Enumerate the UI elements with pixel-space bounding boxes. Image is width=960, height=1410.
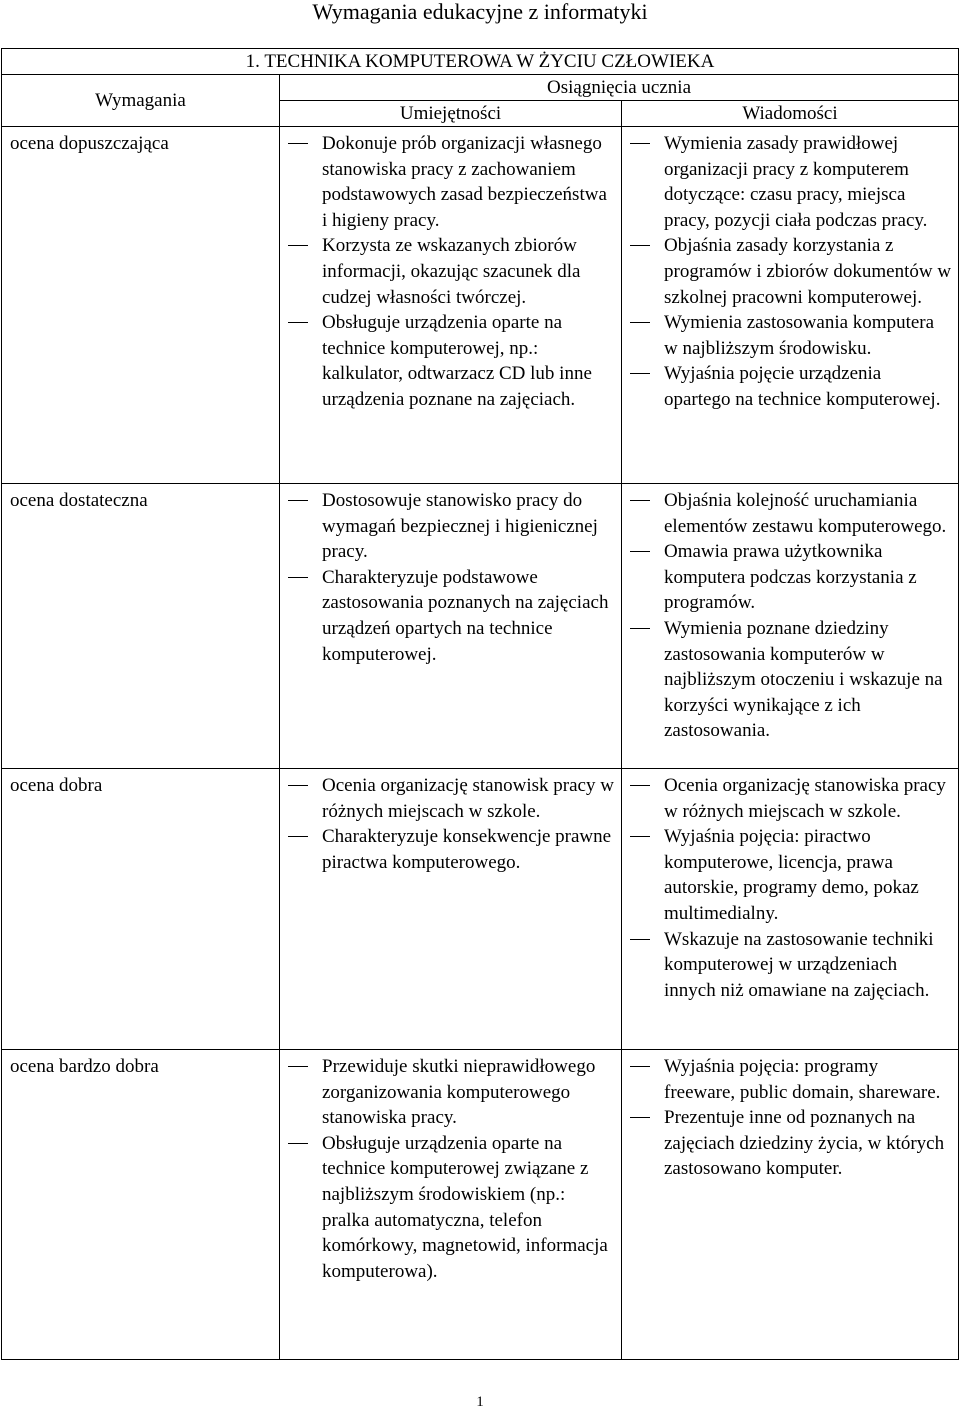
list-item: Obsługuje urządzenia oparte na technice komputerowej związane z najbliższym środowiskiem (np.: pralka automatyczna, telefon komórkowy, magnetowid, informacja komputerowa). bbox=[280, 1131, 615, 1285]
header-wymagania: Wymagania bbox=[2, 75, 280, 127]
list-item: Wskazuje na zastosowanie techniki komputerowej w urządzeniach innych niż omawiane na zajęciach. bbox=[622, 927, 952, 1004]
list-item: Wymienia poznane dziedziny zastosowania komputerów w najbliższym otoczeniu i wskazuje na korzyści wynikające z ich zastosowania. bbox=[622, 616, 952, 744]
list-item: Omawia prawa użytkownika komputera podczas korzystania z programów. bbox=[622, 539, 952, 616]
skills-list bbox=[280, 131, 615, 413]
list-item: Wymienia zasady prawidłowej organizacji pracy z komputerem dotyczące: czasu pracy, miejsca pracy, pozycji ciała podczas pracy. bbox=[622, 131, 952, 233]
knowledge-list bbox=[622, 488, 952, 744]
list-item: Objaśnia zasady korzystania z programów i zbiorów dokumentów w szkolnej pracowni komputerowej. bbox=[622, 233, 952, 310]
header-osiagniecia: Osiągnięcia ucznia bbox=[280, 75, 959, 101]
knowledge-list bbox=[622, 1054, 952, 1182]
list-item: Wyjaśnia pojęcia: programy freeware, public domain, shareware. bbox=[622, 1054, 952, 1105]
list-item: Prezentuje inne od poznanych na zajęciach dziedziny życia, w których zastosowano komputer. bbox=[622, 1105, 952, 1182]
grade-level: ocena bardzo dobra bbox=[2, 1050, 280, 1360]
list-item: Ocenia organizację stanowisk pracy w różnych miejscach w szkole. bbox=[280, 773, 615, 824]
list-item: Korzysta ze wskazanych zbiorów informacji, okazując szacunek dla cudzej własności twórczej. bbox=[280, 233, 615, 310]
skills-list bbox=[280, 488, 615, 667]
list-item: Wyjaśnia pojęcie urządzenia opartego na technice komputerowej. bbox=[622, 361, 952, 412]
list-item: Objaśnia kolejność uruchamiania elementów zestawu komputerowego. bbox=[622, 488, 952, 539]
document-title: Wymagania edukacyjne z informatyki bbox=[312, 0, 648, 24]
section-title-row bbox=[2, 49, 959, 75]
grade-row-dostateczna bbox=[2, 484, 959, 769]
list-item: Dokonuje prób organizacji własnego stanowiska pracy z zachowaniem podstawowych zasad bezpieczeństwa i higieny pracy. bbox=[280, 131, 615, 233]
list-item: Charakteryzuje podstawowe zastosowania poznanych na zajęciach urządzeń opartych na technice komputerowej. bbox=[280, 565, 615, 667]
list-item: Ocenia organizację stanowiska pracy w różnych miejscach w szkole. bbox=[622, 773, 952, 824]
list-item: Wymienia zastosowania komputera w najbliższym środowisku. bbox=[622, 310, 952, 361]
grade-level: ocena dopuszczająca bbox=[2, 127, 280, 484]
section-title: 1. TECHNIKA KOMPUTEROWA W ŻYCIU CZŁOWIEKA bbox=[2, 49, 959, 75]
header-umiejetnosci: Umiejętności bbox=[280, 101, 622, 127]
skills-list bbox=[280, 773, 615, 875]
list-item: Dostosowuje stanowisko pracy do wymagań bezpiecznej i higienicznej pracy. bbox=[280, 488, 615, 565]
list-item: Wyjaśnia pojęcia: piractwo komputerowe, licencja, prawa autorskie, programy demo, pokaz multimedialny. bbox=[622, 824, 952, 926]
grade-row-dobra bbox=[2, 769, 959, 1050]
grade-row-bardzo-dobra bbox=[2, 1050, 959, 1360]
header-wiadomosci: Wiadomości bbox=[622, 101, 959, 127]
list-item: Charakteryzuje konsekwencje prawne piractwa komputerowego. bbox=[280, 824, 615, 875]
grade-level: ocena dostateczna bbox=[2, 484, 280, 769]
knowledge-list bbox=[622, 131, 952, 413]
list-item: Obsługuje urządzenia oparte na technice komputerowej, np.: kalkulator, odtwarzacz CD lub inne urządzenia poznane na zajęciach. bbox=[280, 310, 615, 412]
list-item: Przewiduje skutki nieprawidłowego zorganizowania komputerowego stanowiska pracy. bbox=[280, 1054, 615, 1131]
knowledge-list bbox=[622, 773, 952, 1003]
page-number: 1 bbox=[476, 1394, 484, 1410]
header-row-1 bbox=[2, 75, 959, 101]
grade-level: ocena dobra bbox=[2, 769, 280, 1050]
requirements-table bbox=[1, 48, 959, 1360]
skills-list bbox=[280, 1054, 615, 1284]
grade-row-dopuszczajaca bbox=[2, 127, 959, 484]
